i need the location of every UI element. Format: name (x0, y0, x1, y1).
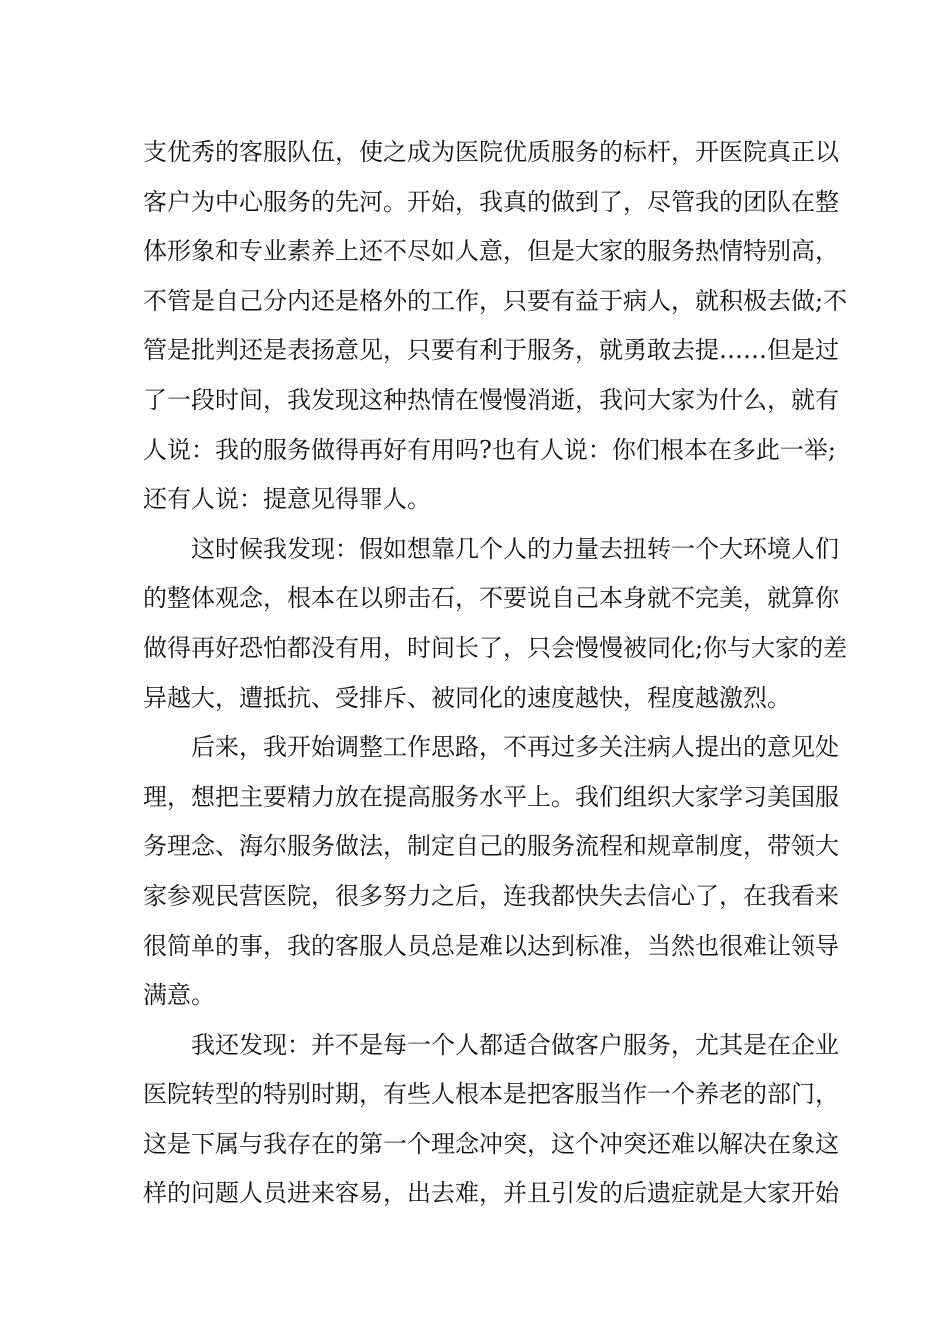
text-line: 很简单的事，我的客服人员总是难以达到标准，当然也很难让领导 (143, 931, 839, 960)
text-line: 客户为中心服务的先河。开始，我真的做到了，尽管我的团队在整 (143, 187, 839, 216)
text-line: 人说：我的服务做得再好有用吗?也有人说：你们根本在多此一举; (143, 435, 836, 464)
text-line: 务理念、海尔服务做法，制定自己的服务流程和规章制度，带领大 (143, 832, 839, 861)
text-line: 还有人说：提意见得罪人。 (143, 485, 431, 514)
text-line: 家参观民营医院，很多努力之后，连我都快失去信心了，在我看来 (143, 881, 839, 910)
text-line: 不管是自己分内还是格外的工作，只要有益于病人，就积极去做;不 (143, 286, 848, 315)
text-line: 医院转型的特别时期，有些人根本是把客服当作一个养老的部门， (143, 1080, 839, 1109)
text-line: 做得再好恐怕都没有用，时间长了，只会慢慢被同化;你与大家的差 (143, 633, 848, 662)
paragraph-first-line: 这时候我发现：假如想靠几个人的力量去扭转一个大环境人们 (191, 534, 839, 563)
text-line: 理，想把主要精力放在提高服务水平上。我们组织大家学习美国服 (143, 782, 839, 811)
text-line: 管是批判还是表扬意见，只要有利于服务，就勇敢去提……但是过 (143, 336, 839, 365)
text-line: 的整体观念，根本在以卵击石，不要说自己本身就不完美，就算你 (143, 584, 839, 613)
text-line: 样的问题人员进来容易，出去难，并且引发的后遗症就是大家开始 (143, 1179, 839, 1208)
text-line: 体形象和专业素养上还不尽如人意，但是大家的服务热情特别高， (143, 237, 839, 266)
text-line: 满意。 (143, 981, 215, 1010)
paragraph-first-line: 后来，我开始调整工作思路，不再过多关注病人提出的意见处 (191, 733, 839, 762)
text-line: 支优秀的客服队伍，使之成为医院优质服务的标杆，开医院真正以 (143, 138, 839, 166)
text-line: 了一段时间，我发现这种热情在慢慢消逝，我问大家为什么，就有 (143, 385, 839, 414)
document-body (143, 128, 848, 1219)
text-line: 这是下属与我存在的第一个理念冲突，这个冲突还难以解决在象这 (143, 1129, 839, 1158)
text-line: 异越大，遭抵抗、受排斥、被同化的速度越快，程度越激烈。 (143, 683, 791, 712)
paragraph-first-line: 我还发现：并不是每一个人都适合做客户服务，尤其是在企业 (191, 1030, 839, 1059)
